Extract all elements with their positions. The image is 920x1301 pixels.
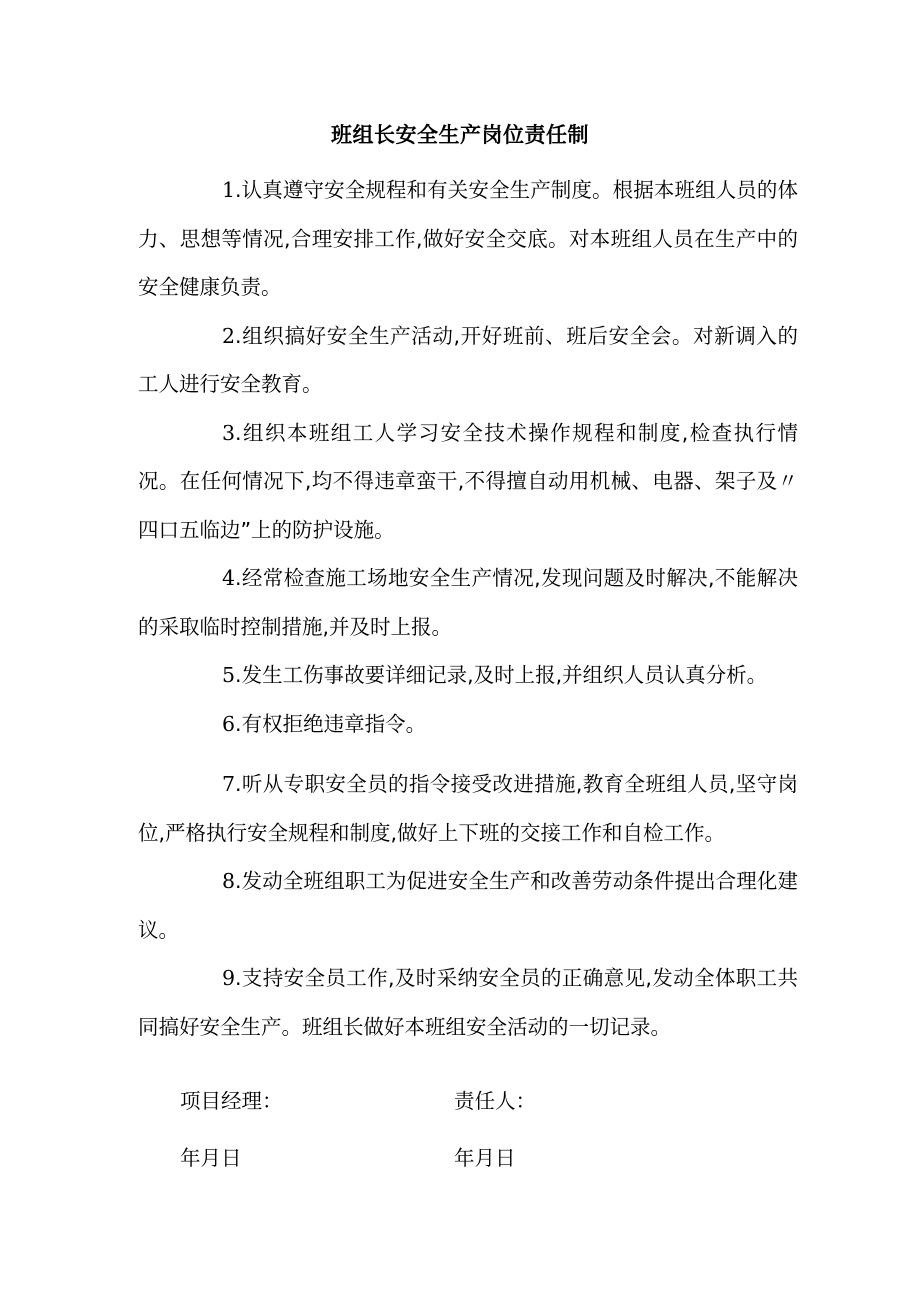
paragraph-4: [138, 554, 798, 651]
paragraph-text: .支持安全员工作,及时采纳安全员的正确意见,发动全体职工共同搞好安全生产。班组长做好本班组安全活动的一切记录。: [138, 966, 798, 1039]
paragraph-number: 2: [222, 323, 236, 348]
paragraph-text: .组织搞好安全生产活动,开好班前、班后安全会。对新调入的工人进行安全教育。: [138, 323, 798, 396]
paragraph-number: 3: [222, 420, 236, 445]
document-title: 班组长安全生产岗位责任制: [331, 123, 589, 147]
paragraph-5: [138, 651, 798, 700]
paragraph-3: [138, 409, 798, 555]
paragraph-9: [138, 954, 798, 1051]
paragraph-text: .认真遵守安全规程和有关安全生产制度。根据本班组人员的体力、思想等情况,合理安排工作,做好安全交底。对本班组人员在生产中的安全健康负责。: [138, 178, 798, 299]
project-manager-date: 年月日: [180, 1146, 242, 1170]
paragraph-number: 1: [222, 178, 236, 202]
paragraph-number: 5: [222, 663, 236, 687]
paragraph-number: 8: [222, 869, 236, 893]
responsible-person-date: 年月日: [454, 1146, 516, 1170]
paragraph-1: [138, 166, 798, 312]
paragraph-number: 4: [222, 566, 236, 590]
document-body: [138, 166, 798, 1051]
paragraph-text: .有权拒绝违章指令。: [235, 711, 427, 736]
paragraph-number: 9: [222, 966, 236, 990]
paragraph-2: [138, 312, 798, 409]
paragraph-text: .发生工伤事故要详细记录,及时上报,并组织人员认真分析。: [235, 663, 768, 687]
paragraph-number: 7: [222, 772, 236, 796]
paragraph-8: [138, 857, 798, 954]
paragraph-7: [138, 760, 798, 857]
paragraph-text: .发动全班组职工为促进安全生产和改善劳动条件提出合理化建议。: [138, 869, 798, 942]
paragraph-6: [138, 700, 798, 749]
paragraph-text: .经常检查施工场地安全生产情况,发现问题及时解决,不能解决的采取临时控制措施,并及时上报。: [138, 566, 798, 639]
paragraph-text: .听从专职安全员的指令接受改进措施,教育全班组人员,坚守岗位,严格执行安全规程和制度,做好上下班的交接工作和自检工作。: [138, 772, 798, 845]
project-manager-label: 项目经理：: [180, 1089, 283, 1113]
paragraph-text: .组织本班组工人学习安全技术操作规程和制度,检查执行情况。在任何情况下,均不得违章蛮干,不得擅自动用机械、电器、架子及〃四口五临边”上的防护设施。: [138, 420, 798, 542]
responsible-person-label: 责任人：: [454, 1089, 536, 1113]
paragraph-number: 6: [222, 711, 236, 736]
